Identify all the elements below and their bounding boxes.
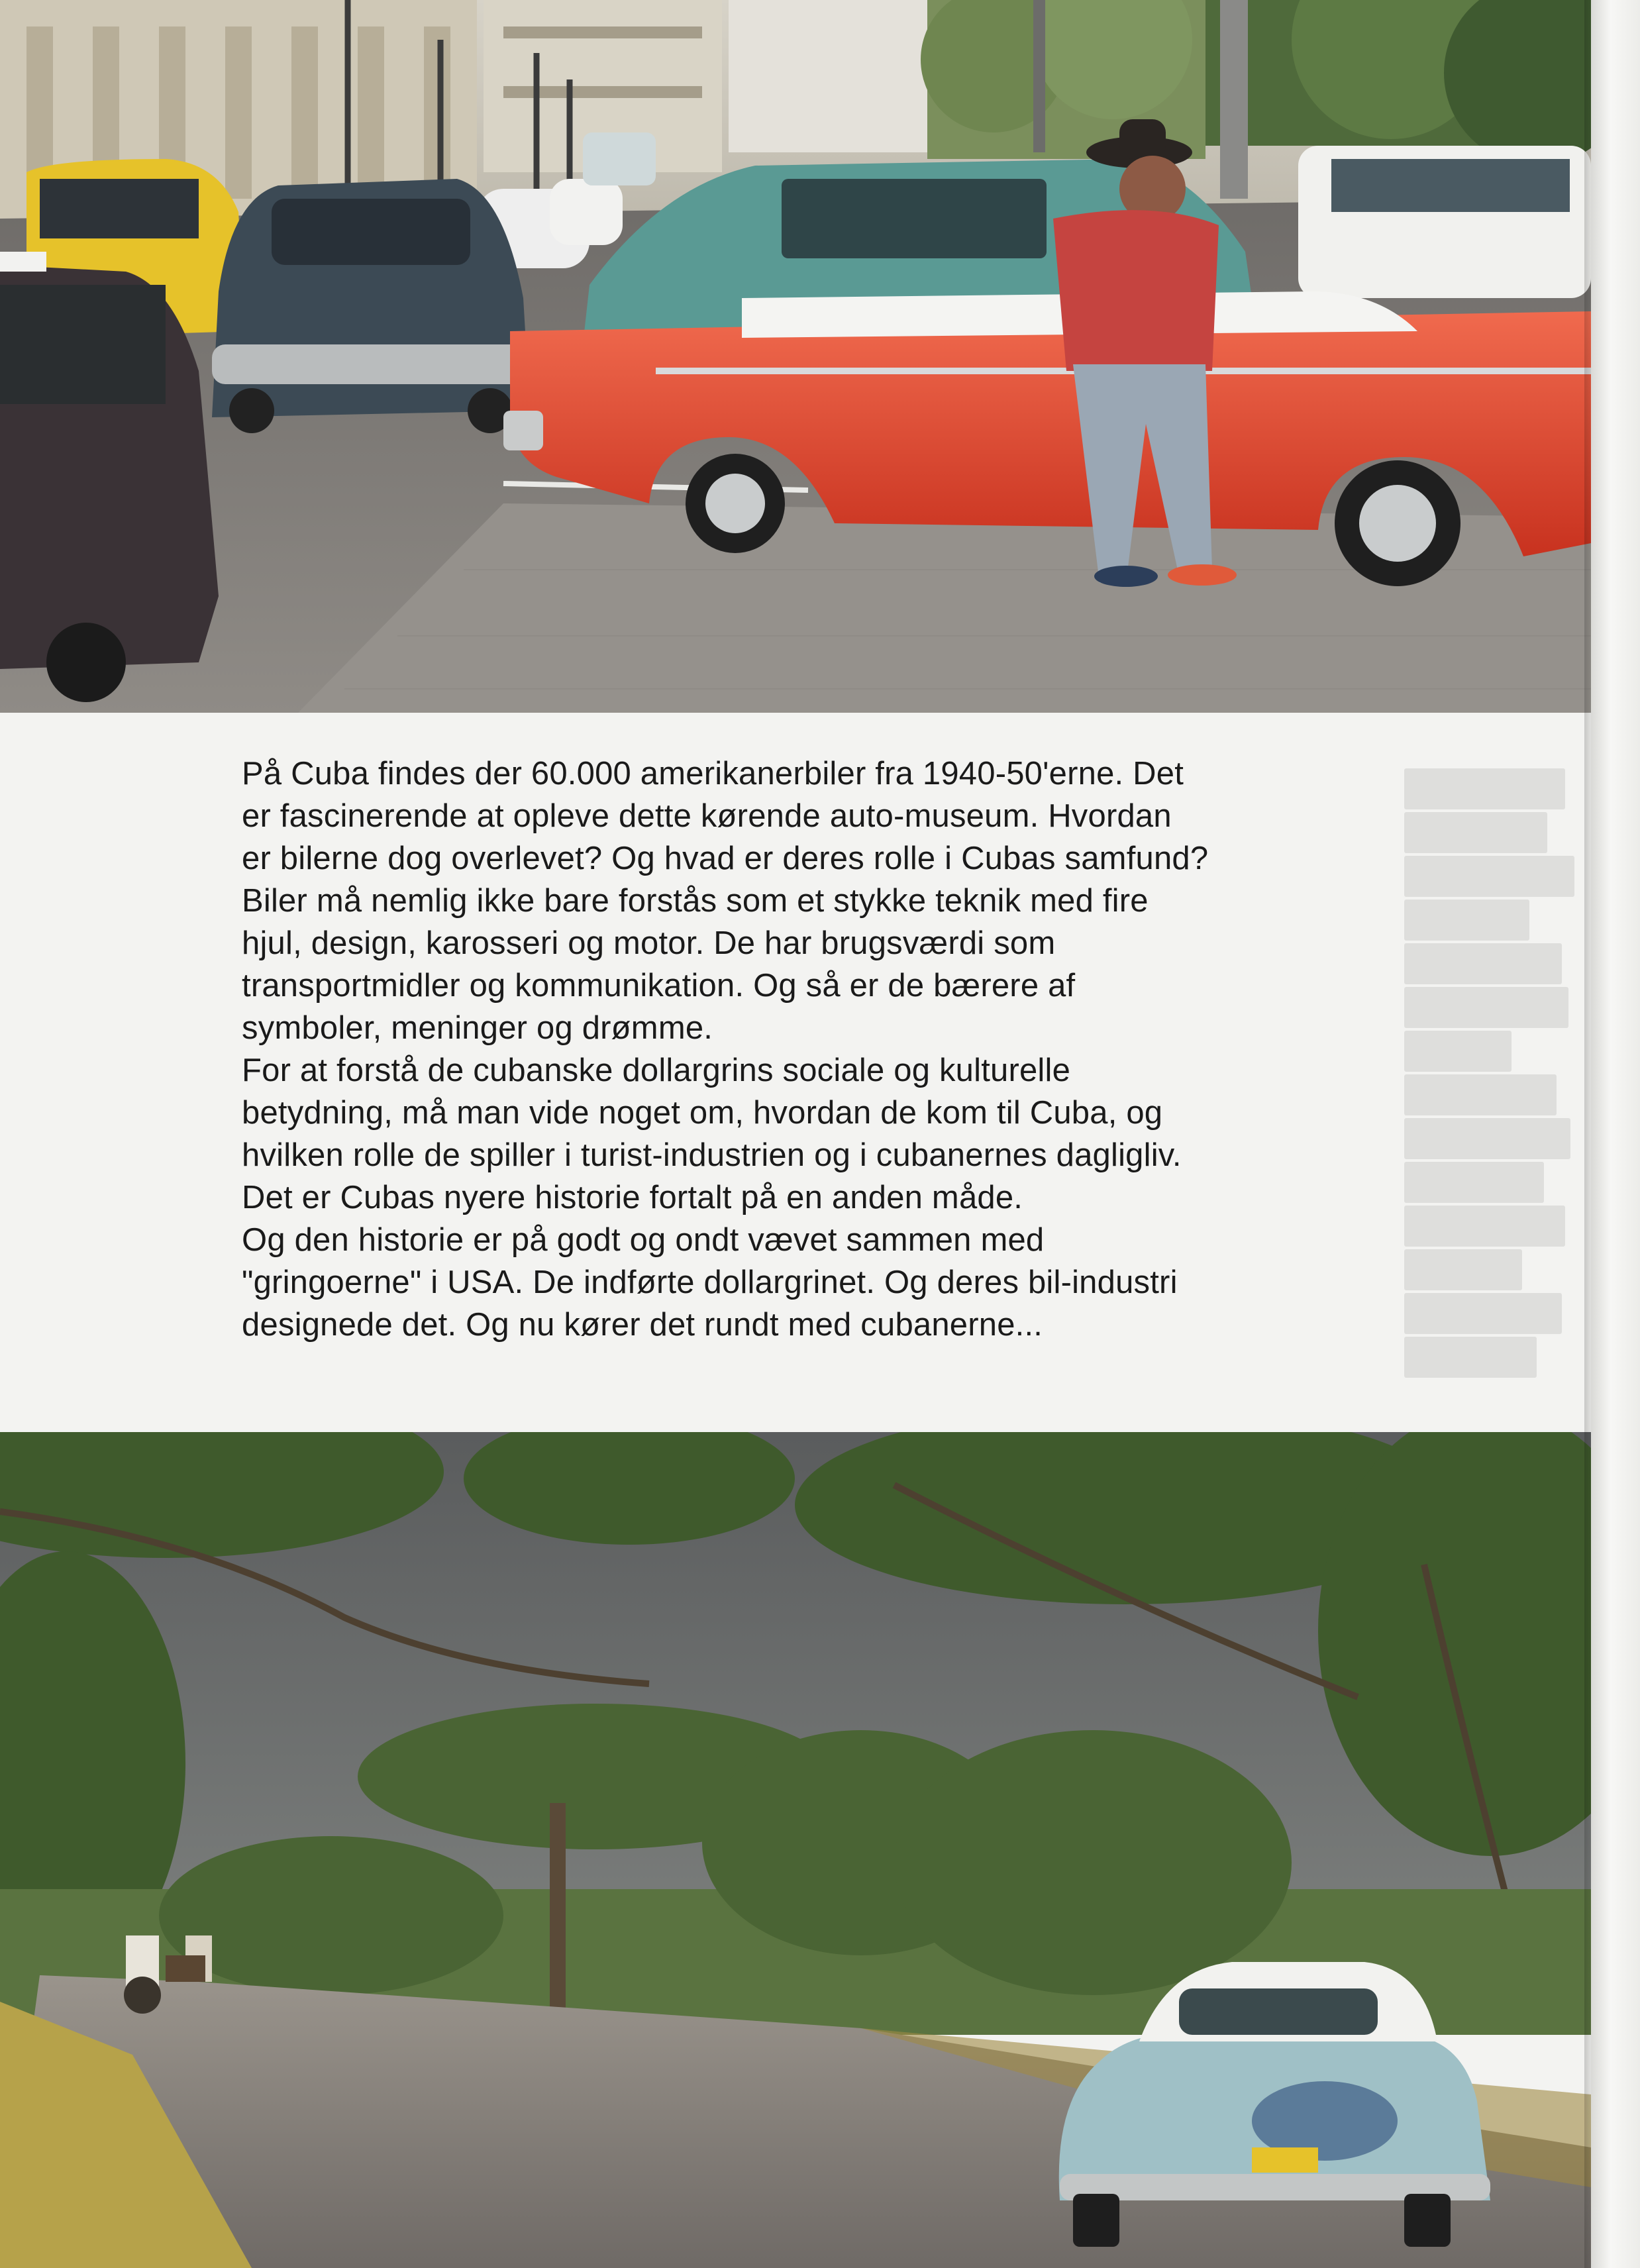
article-line: betydning, må man vide noget om, hvordan de kom til Cuba, og: [242, 1095, 1163, 1131]
article-line: transportmidler og kommunikation. Og så er de bærere af: [242, 968, 1076, 1004]
article-line: På Cuba findes der 60.000 amerikanerbiler fra 1940-50'erne. Det: [242, 756, 1184, 792]
article-line: designede det. Og nu kører det rundt med cubanerne...: [242, 1307, 1043, 1343]
article-line: Det er Cubas nyere historie fortalt på en anden måde.: [242, 1180, 1023, 1215]
article-line: hvilken rolle de spiller i turist-industrien og i cubanernes dagligliv.: [242, 1137, 1182, 1173]
article-line: er bilerne dog overlevet? Og hvad er deres rolle i Cubas samfund?: [242, 841, 1209, 876]
article-line: hjul, design, karosseri og motor. De har brugsværdi som: [242, 925, 1056, 961]
article-body: [242, 752, 1434, 1346]
article-line: symboler, meninger og drømme.: [242, 1010, 713, 1046]
article-line: Og den historie er på godt og ondt vævet sammen med: [242, 1222, 1045, 1258]
show-through-text: [1404, 768, 1583, 1431]
article-line: er fascinerende at opleve dette kørende auto-museum. Hvordan: [242, 798, 1172, 834]
country-road-photo: [0, 1432, 1591, 2268]
next-page-edge: [1591, 0, 1640, 2268]
havana-street-photo: [0, 0, 1591, 713]
article-line: "gringoerne" i USA. De indførte dollargrinet. Og deres bil-industri: [242, 1264, 1178, 1300]
article-line: Biler må nemlig ikke bare forstås som et stykke teknik med fire: [242, 883, 1149, 919]
article-line: For at forstå de cubanske dollargrins sociale og kulturelle: [242, 1053, 1071, 1088]
